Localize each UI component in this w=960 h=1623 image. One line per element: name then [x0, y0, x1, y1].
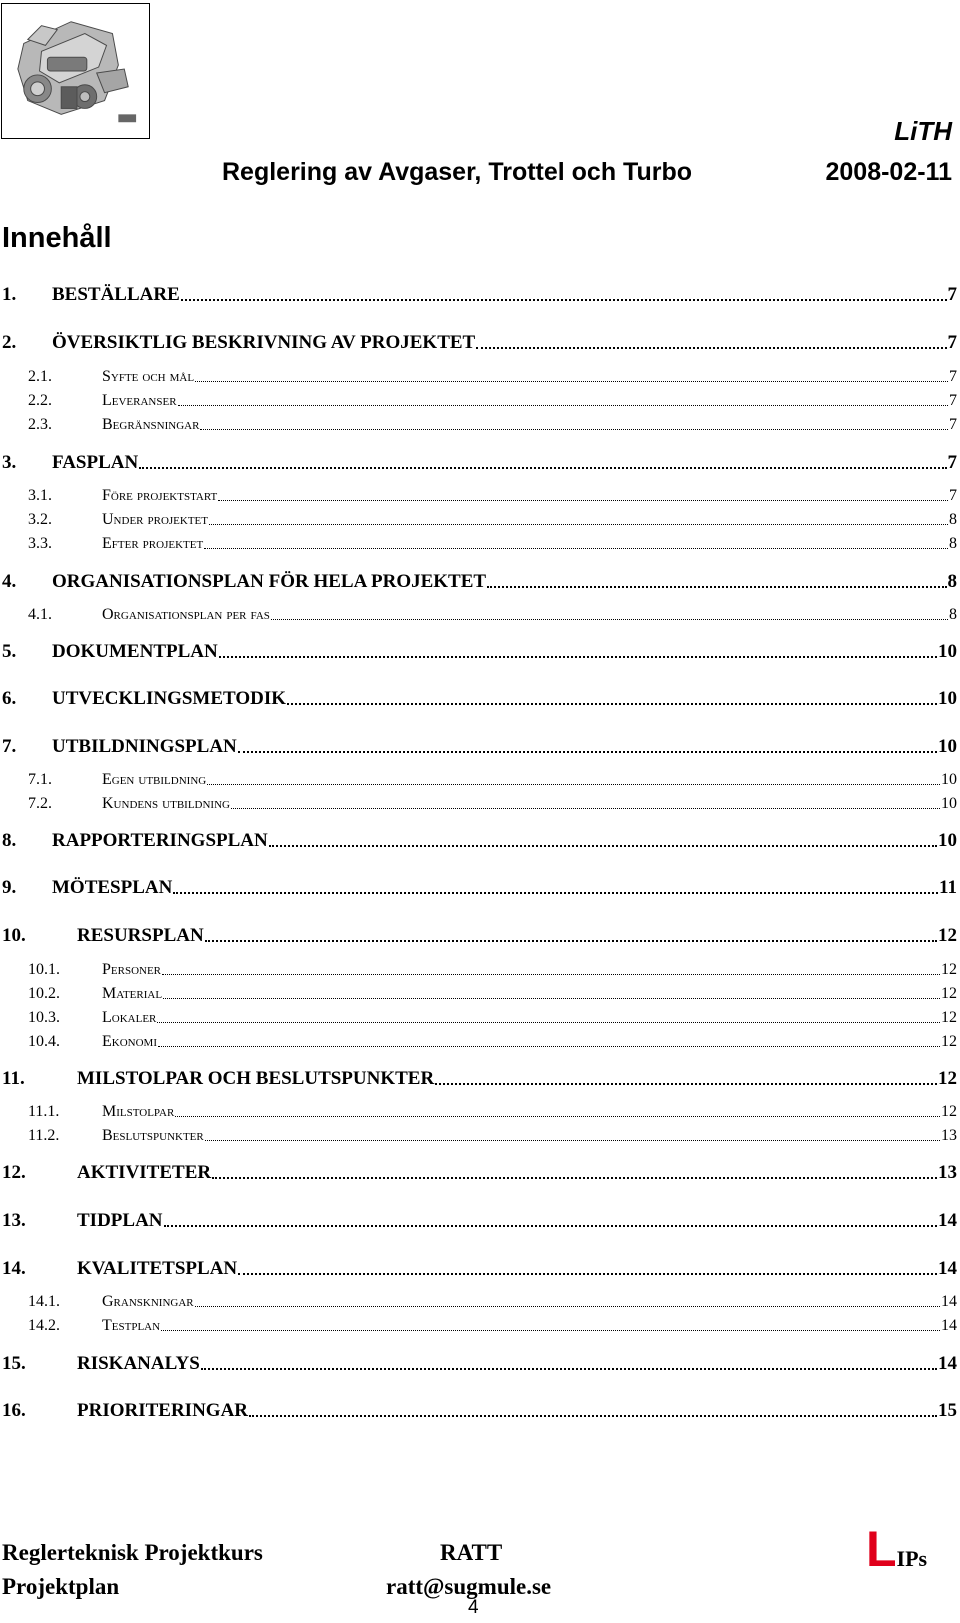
- toc-entry-page: 14: [938, 1353, 957, 1374]
- toc-entry-number: 6.: [2, 688, 17, 709]
- toc-leader-dots: [207, 784, 940, 785]
- toc-entry-number: 3.: [2, 452, 17, 473]
- toc-leader-dots: [238, 751, 937, 753]
- toc-leader-dots: [173, 892, 938, 894]
- toc-entry-page: 12: [938, 925, 957, 946]
- toc-entry[interactable]: [0, 1033, 957, 1051]
- toc-entry-number: 11.: [2, 1068, 25, 1089]
- toc-leader-dots: [231, 808, 940, 809]
- toc-entry-title: Organisationsplan per fas: [102, 606, 270, 623]
- toc-entry[interactable]: [0, 1127, 957, 1145]
- toc-leader-dots: [157, 1022, 940, 1023]
- toc-leader-dots: [162, 974, 940, 975]
- toc-entry-title: UTBILDNINGSPLAN: [52, 736, 237, 757]
- toc-entry-number: 9.: [2, 877, 17, 898]
- toc-entry-title: Personer: [102, 961, 162, 978]
- toc-entry[interactable]: [0, 771, 957, 789]
- org-name: LiTH: [894, 116, 952, 146]
- toc-entry-page: 12: [938, 1068, 957, 1089]
- toc-leader-dots: [195, 1306, 940, 1307]
- toc-leader-dots: [164, 1225, 937, 1227]
- toc-entry-title: TIDPLAN: [77, 1210, 163, 1231]
- toc-entry-title: Beslutspunkter: [102, 1127, 204, 1144]
- toc-entry-page: 7: [947, 452, 957, 473]
- toc-entry-number: 7.1.: [28, 771, 52, 788]
- toc-leader-dots: [435, 1083, 937, 1085]
- document-date: 2008-02-11: [825, 158, 952, 186]
- toc-entry-number: 3.2.: [28, 511, 52, 528]
- toc-leader-dots: [269, 845, 937, 847]
- toc-leader-dots: [271, 619, 948, 620]
- toc-entry-title: Egen utbildning: [102, 771, 207, 788]
- toc-entry[interactable]: [0, 606, 957, 624]
- toc-entry-page: 8: [947, 571, 957, 592]
- toc-entry[interactable]: [0, 985, 957, 1003]
- footer-course: Reglerteknisk Projektkurs: [2, 1540, 263, 1565]
- toc-entry[interactable]: [0, 535, 957, 553]
- toc-leader-dots: [219, 656, 937, 658]
- toc-entry-page: 7: [947, 332, 957, 353]
- toc-entry-title: DOKUMENTPLAN: [52, 641, 218, 662]
- toc-entry-title: Milstolpar: [102, 1103, 175, 1120]
- toc-entry[interactable]: [0, 795, 957, 813]
- toc-entry-number: 12.: [2, 1162, 26, 1183]
- toc-entry[interactable]: [0, 925, 957, 947]
- toc-entry[interactable]: [0, 1210, 957, 1232]
- toc-entry-title: Lokaler: [102, 1009, 157, 1026]
- page-number: 4: [468, 1597, 479, 1618]
- toc-leader-dots: [178, 405, 948, 406]
- toc-entry-number: 5.: [2, 641, 17, 662]
- toc-entry-title: Testplan: [102, 1317, 161, 1334]
- toc-entry-title: RESURSPLAN: [77, 925, 204, 946]
- footer-doc-type: Projektplan: [2, 1574, 120, 1599]
- toc-entry-number: 8.: [2, 830, 17, 851]
- toc-leader-dots: [204, 548, 948, 549]
- toc-entry-page: 7: [949, 487, 957, 504]
- toc-entry-title: FASPLAN: [52, 452, 139, 473]
- toc-entry-page: 8: [949, 606, 957, 623]
- toc-leader-dots: [205, 940, 937, 942]
- toc-entry-page: 8: [949, 535, 957, 552]
- toc-entry-page: 7: [949, 416, 957, 433]
- toc-leader-dots: [238, 1273, 937, 1275]
- toc-entry-number: 11.2.: [28, 1127, 60, 1144]
- toc-entry-number: 11.1.: [28, 1103, 60, 1120]
- toc-entry[interactable]: [0, 571, 957, 593]
- toc-entry-number: 14.2.: [28, 1317, 60, 1334]
- engine-photo: [1, 3, 150, 139]
- toc-leader-dots: [201, 1368, 937, 1370]
- footer-group: RATT: [440, 1540, 503, 1565]
- toc-leader-dots: [195, 381, 948, 382]
- toc-entry-page: 7: [947, 284, 957, 305]
- toc-entry-number: 3.1.: [28, 487, 52, 504]
- toc-entry-page: 10: [941, 771, 957, 788]
- toc-entry-number: 10.2.: [28, 985, 60, 1002]
- toc-entry-page: 10: [938, 641, 957, 662]
- toc-leader-dots: [161, 1330, 940, 1331]
- toc-leader-dots: [209, 524, 948, 525]
- toc-entry-number: 13.: [2, 1210, 26, 1231]
- toc-leader-dots: [249, 1415, 937, 1417]
- toc-entry-title: Begränsningar: [102, 416, 200, 433]
- toc-entry-title: ÖVERSIKTLIG BESKRIVNING AV PROJEKTET: [52, 332, 476, 353]
- toc-entry[interactable]: [0, 1293, 957, 1311]
- toc-leader-dots: [218, 500, 948, 501]
- toc-entry[interactable]: [0, 877, 957, 899]
- toc-entry-page: 12: [941, 961, 957, 978]
- toc-entry[interactable]: [0, 284, 957, 306]
- toc-leader-dots: [212, 1177, 937, 1179]
- toc-entry-number: 1.: [2, 284, 17, 305]
- toc-entry-number: 10.: [2, 925, 26, 946]
- toc-leader-dots: [487, 586, 946, 588]
- toc-entry-page: 14: [938, 1258, 957, 1279]
- toc-entry-number: 14.: [2, 1258, 26, 1279]
- lips-logo-letter: L: [866, 1521, 897, 1577]
- toc-entry-number: 2.2.: [28, 392, 52, 409]
- toc-entry-page: 14: [941, 1293, 957, 1310]
- toc-entry-number: 10.3.: [28, 1009, 60, 1026]
- toc-entry-number: 3.3.: [28, 535, 52, 552]
- toc-entry[interactable]: [0, 1258, 957, 1280]
- toc-entry[interactable]: [0, 392, 957, 410]
- toc-entry-page: 12: [941, 1033, 957, 1050]
- toc-entry-title: Granskningar: [102, 1293, 194, 1310]
- toc-entry[interactable]: [0, 452, 957, 474]
- toc-entry[interactable]: [0, 641, 957, 663]
- toc-entry-page: 14: [938, 1210, 957, 1231]
- toc-entry[interactable]: [0, 487, 957, 505]
- toc-leader-dots: [476, 347, 946, 349]
- toc-entry-page: 12: [941, 985, 957, 1002]
- toc-entry-number: 2.: [2, 332, 17, 353]
- toc-entry-number: 2.1.: [28, 368, 52, 385]
- toc-entry-number: 14.1.: [28, 1293, 60, 1310]
- toc-leader-dots: [205, 1140, 940, 1141]
- toc-entry[interactable]: [0, 688, 957, 710]
- toc-entry-page: 10: [941, 795, 957, 812]
- toc-entry-number: 16.: [2, 1400, 26, 1421]
- toc-entry-page: 10: [938, 830, 957, 851]
- toc-leader-dots: [181, 299, 947, 301]
- toc-entry[interactable]: [0, 416, 957, 434]
- toc-entry-title: Ekonomi: [102, 1033, 157, 1050]
- toc-entry[interactable]: [0, 1400, 957, 1422]
- toc-entry-title: Material: [102, 985, 163, 1002]
- toc-entry-title: UTVECKLINGSMETODIK: [52, 688, 287, 709]
- toc-entry-title: Syfte och mål: [102, 368, 195, 385]
- toc-entry[interactable]: [0, 1353, 957, 1375]
- toc-entry-title: Före projektstart: [102, 487, 218, 504]
- toc-entry-page: 12: [941, 1103, 957, 1120]
- toc-entry-title: Kundens utbildning: [102, 795, 230, 812]
- toc-entry-title: MILSTOLPAR OCH BESLUTSPUNKTER: [77, 1068, 435, 1089]
- toc-entry[interactable]: [0, 1317, 957, 1335]
- toc-entry[interactable]: [0, 1162, 957, 1184]
- toc-entry-number: 10.1.: [28, 961, 60, 978]
- toc-entry-number: 2.3.: [28, 416, 52, 433]
- toc-entry-page: 10: [938, 736, 957, 757]
- toc-leader-dots: [158, 1046, 940, 1047]
- toc-entry-page: 7: [949, 368, 957, 385]
- footer-email: ratt@sugmule.se: [386, 1574, 552, 1599]
- lips-logo-text: IPs: [896, 1546, 928, 1571]
- toc-entry-number: 15.: [2, 1353, 26, 1374]
- toc-entry-title: RAPPORTERINGSPLAN: [52, 830, 268, 851]
- toc-entry-page: 12: [941, 1009, 957, 1026]
- toc-entry-page: 15: [938, 1400, 957, 1421]
- toc-entry[interactable]: [0, 368, 957, 386]
- toc-entry[interactable]: [0, 736, 957, 758]
- toc-entry-title: Efter projektet: [102, 535, 204, 552]
- toc-entry-page: 13: [938, 1162, 957, 1183]
- lips-logo: [866, 1520, 927, 1578]
- toc-entry-title: ORGANISATIONSPLAN FÖR HELA PROJEKTET: [52, 571, 487, 592]
- toc-entry-page: 8: [949, 511, 957, 528]
- toc-leader-dots: [139, 467, 946, 469]
- toc-entry[interactable]: [0, 1068, 957, 1090]
- toc-leader-dots: [163, 998, 940, 999]
- toc-heading: Innehåll: [2, 222, 112, 254]
- toc-entry[interactable]: [0, 332, 957, 354]
- toc-leader-dots: [200, 429, 948, 430]
- toc-entry-title: Under projektet: [102, 511, 208, 528]
- toc-entry[interactable]: [0, 830, 957, 852]
- toc-entry-title: MÖTESPLAN: [52, 877, 173, 898]
- toc-entry-title: Leveranser: [102, 392, 177, 409]
- toc-leader-dots: [175, 1116, 940, 1117]
- document-title: Reglering av Avgaser, Trottel och Turbo: [222, 158, 693, 186]
- toc-entry-page: 13: [941, 1127, 957, 1144]
- toc-entry-number: 4.: [2, 571, 17, 592]
- toc-entry-page: 14: [941, 1317, 957, 1334]
- toc-entry-number: 7.2.: [28, 795, 52, 812]
- toc-entry[interactable]: [0, 1009, 957, 1027]
- toc-leader-dots: [287, 703, 937, 705]
- toc-entry[interactable]: [0, 1103, 957, 1121]
- toc-entry[interactable]: [0, 961, 957, 979]
- toc-entry-page: 11: [939, 877, 957, 898]
- toc-entry-title: BESTÄLLARE: [52, 284, 180, 305]
- toc-entry-title: PRIORITERINGAR: [77, 1400, 249, 1421]
- toc-entry-page: 10: [938, 688, 957, 709]
- toc-entry-title: AKTIVITETER: [77, 1162, 212, 1183]
- toc-entry-number: 4.1.: [28, 606, 52, 623]
- toc-entry-page: 7: [949, 392, 957, 409]
- toc-entry-title: KVALITETSPLAN: [77, 1258, 238, 1279]
- toc-entry-number: 7.: [2, 736, 17, 757]
- toc-entry-number: 10.4.: [28, 1033, 60, 1050]
- toc-entry[interactable]: [0, 511, 957, 529]
- toc-entry-title: RISKANALYS: [77, 1353, 200, 1374]
